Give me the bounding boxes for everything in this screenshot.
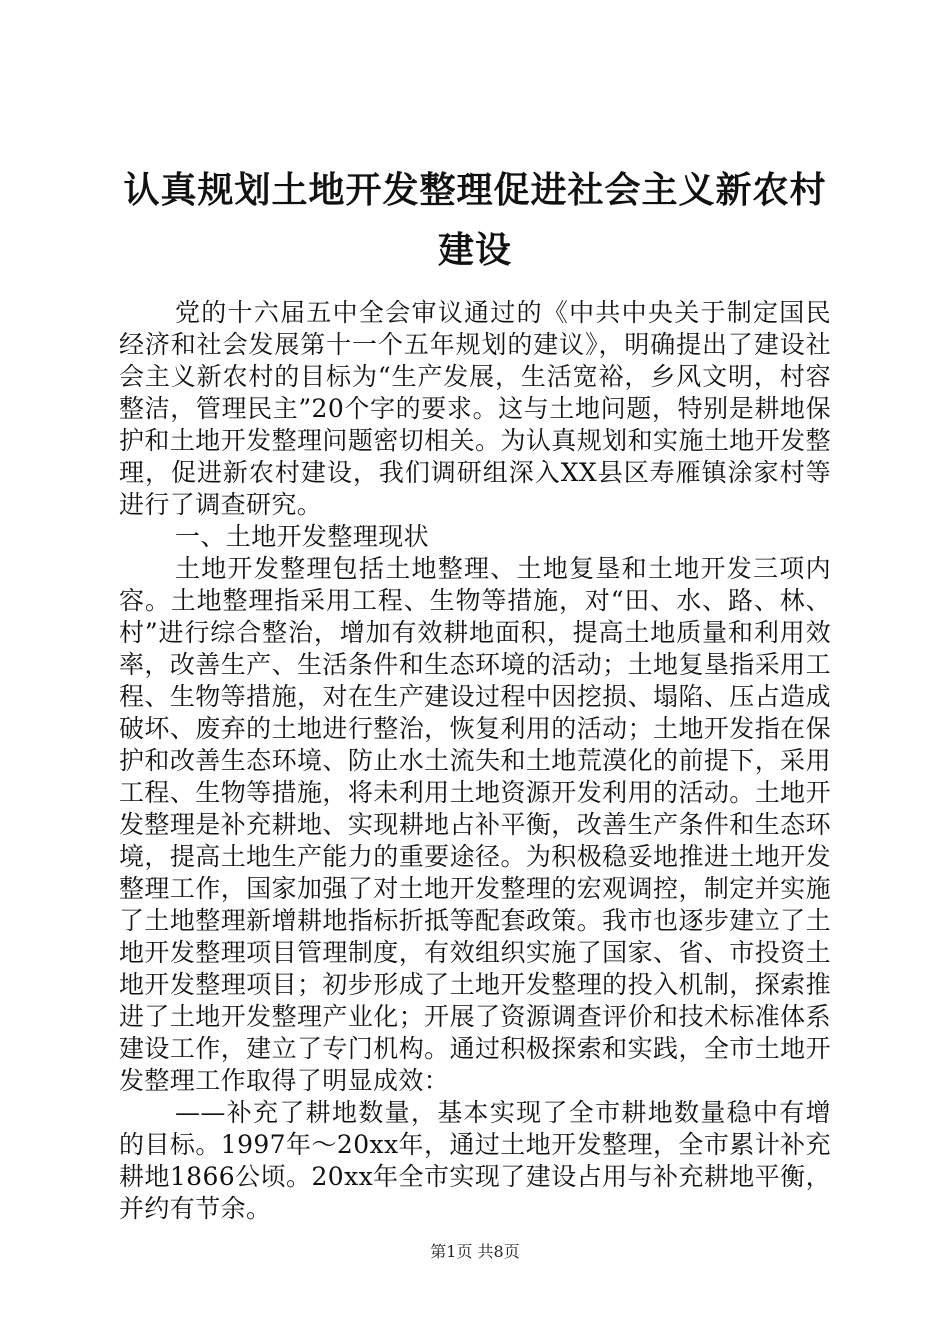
body-paragraph: 党的十六届五中全会审议通过的《中共中央关于制定国民经济和社会发展第十一个五年规划的建议》，明确提出了建设社会主义新农村的目标为“生产发展，生活宽裕，乡风文明，村容整洁，管理民主”20个字的要求。这与土地问题，特别是耕地保护和土地开发整理问题密切相关。为认真规划和实施土地开发整理，促进新农村建设，我们调研组深入XX县区寿雁镇涂家村等进行了调查研究。 — [119, 298, 831, 519]
page-footer: 第1页 共8页 — [430, 1242, 520, 1261]
document-body — [119, 297, 831, 1225]
document-title: 认真规划土地开发整理促进社会主义新农村建设 — [123, 169, 827, 271]
section-heading: 一、土地开发整理现状 — [175, 522, 430, 551]
body-paragraph: 土地开发整理包括土地整理、土地复垦和土地开发三项内容。土地整理指采用工程、生物等措施，对“田、水、路、林、村”进行综合整治，增加有效耕地面积，提高土地质量和利用效率，改善生产、生活条件和生态环境的活动；土地复垦指采用工程、生物等措施，对在生产建设过程中因挖损、塌陷、压占造成破坏、废弃的土地进行整治，恢复利用的活动；土地开发指在保护和改善生态环境、防止水土流失和土地荒漠化的前提下，采用工程、生物等措施，将未利用土地资源开发利用的活动。土地开发整理是补充耕地、实现耕地占补平衡，改善生产条件和生态环境，提高土地生产能力的重要途径。为积极稳妥地推进土地开发整理工作，国家加强了对土地开发整理的宏观调控，制定并实施了土地整理新增耕地指标折抵等配套政策。我市也逐步建立了土地开发整理项目管理制度，有效组织实施了国家、省、市投资土地开发整理项目；初步形成了土地开发整理的投入机制，探索推进了土地开发整理产业化；开展了资源调查评价和技术标准体系建设工作，建立了专门机构。通过积极探索和实践，全市土地开发整理工作取得了明显成效： — [119, 554, 831, 1095]
body-paragraph: ——补充了耕地数量，基本实现了全市耕地数量稳中有增的目标。1997年～20xx年，通过土地开发整理，全市累计补充耕地1866公顷。20xx年全市实现了建设占用与补充耕地平衡，并约有节余。 — [119, 1098, 831, 1223]
